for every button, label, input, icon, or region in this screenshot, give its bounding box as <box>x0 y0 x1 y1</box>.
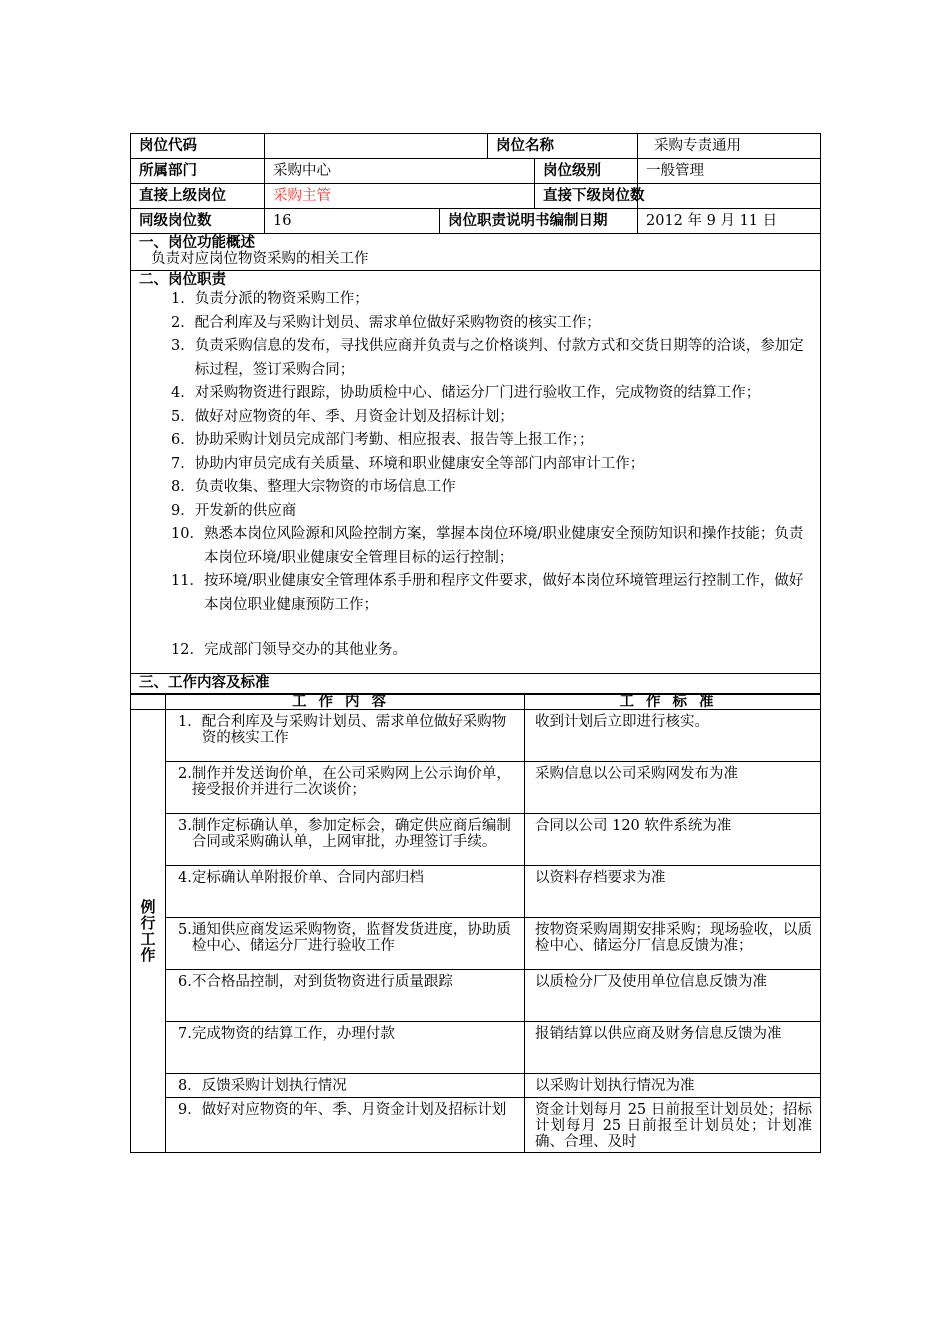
work-item-text: 不合格品控制，对到货物资进行质量跟踪 <box>191 973 453 990</box>
direct-superior-label: 直接上级岗位 <box>131 184 265 209</box>
work-standard-cell: 合同以公司 120 软件系统为准 <box>525 813 821 865</box>
duty-number: 5． <box>171 408 195 425</box>
section-function-overview <box>131 234 821 271</box>
duty-text: 做好对应物资的年、季、月资金计划及招标计划； <box>194 408 514 425</box>
duty-text: 协助内审员完成有关质量、环境和职业健康安全等部门内部审计工作； <box>194 455 645 472</box>
duty-item <box>171 570 812 617</box>
duty-text: 对采购物资进行跟踪，协助质检中心、储运分厂门进行验收工作，完成物资的结算工作； <box>194 385 761 401</box>
duty-number: 12． <box>171 642 204 658</box>
work-content-cell <box>166 1021 525 1073</box>
compile-date-value: 2012 年 9 月 11 日 <box>638 209 821 234</box>
work-standard-cell: 以资料存档要求为准 <box>525 865 821 917</box>
section-1-title: 一、岗位功能概述 <box>139 235 255 251</box>
duty-text: 配合利库及与采购计划员、需求单位做好采购物资的核实工作； <box>194 314 601 331</box>
post-level-label: 岗位级别 <box>535 159 638 184</box>
section-3-title: 三、工作内容及标准 <box>131 673 821 693</box>
work-standard-cell: 按物资采购周期安排采购；现场验收，以质检中心、储运分厂信息反馈为准； <box>525 917 821 969</box>
work-standard-cell: 以采购计划执行情况为准 <box>525 1073 821 1097</box>
work-content-cell <box>166 1097 525 1152</box>
duty-number: 4． <box>171 385 195 401</box>
routine-work-text: 例行工作 <box>140 897 156 964</box>
duty-text: 负责收集、整理大宗物资的市场信息工作 <box>194 479 456 495</box>
duty-text: 开发新的供应商 <box>194 502 297 519</box>
work-content-cell <box>166 709 525 761</box>
duty-item <box>171 288 812 312</box>
work-content-table <box>130 694 821 1153</box>
duty-item <box>171 312 812 336</box>
duty-item <box>171 382 812 406</box>
work-content-cell <box>166 761 525 813</box>
post-level-value: 一般管理 <box>638 159 821 184</box>
duty-item <box>171 500 812 524</box>
work-item-number: 3. <box>178 817 192 834</box>
peer-posts-value: 16 <box>265 209 440 234</box>
duty-text: 熟悉本岗位风险源和风险控制方案，掌握本岗位环境/职业健康安全预防知识和操作技能；负责本岗位环境/职业健康安全管理目标的运行控制； <box>203 526 804 566</box>
header-blank-cell <box>131 694 166 709</box>
work-item-text: 通知供应商发运采购物资，监督发货进度，协助质检中心、储运分厂进行验收工作 <box>191 921 511 954</box>
peer-posts-label: 同级岗位数 <box>131 209 265 234</box>
work-standard-cell: 报销结算以供应商及财务信息反馈为准 <box>525 1021 821 1073</box>
work-standard-cell: 采购信息以公司采购网发布为准 <box>525 761 821 813</box>
work-row <box>131 1097 821 1152</box>
work-content-cell <box>166 865 525 917</box>
work-standard-cell: 以质检分厂及使用单位信息反馈为准 <box>525 969 821 1021</box>
duty-item <box>171 406 812 430</box>
compile-date-label: 岗位职责说明书编制日期 <box>440 209 638 234</box>
work-content-header: 工作内容 <box>166 694 525 709</box>
work-item-number: 2. <box>178 765 192 782</box>
post-code-label: 岗位代码 <box>131 134 265 159</box>
work-item-number: 8． <box>178 1077 202 1094</box>
duty-number: 7． <box>171 455 195 472</box>
work-row <box>131 917 821 969</box>
work-item-number: 4. <box>178 869 192 886</box>
duty-item <box>171 639 812 663</box>
work-standard-cell: 收到计划后立即进行核实。 <box>525 709 821 761</box>
duty-number: 6． <box>171 432 195 448</box>
duty-number: 1． <box>171 291 195 307</box>
post-name-label: 岗位名称 <box>488 134 638 159</box>
work-content-cell <box>166 969 525 1021</box>
direct-superior-value: 采购主管 <box>265 184 535 209</box>
duty-item <box>171 335 812 382</box>
work-standard-cell: 资金计划每月 25 日前报至计划员处；招标计划每月 25 日前报至计划员处；计划准确、合理、及时 <box>525 1097 821 1152</box>
work-item-text: 制作定标确认单，参加定标会，确定供应商后编制合同或采购确认单，上网审批，办理签订手续。 <box>191 817 511 850</box>
work-content-cell <box>166 1073 525 1097</box>
work-item-number: 7. <box>178 1025 192 1042</box>
work-item-text: 定标确认单附报价单、合同内部归档 <box>191 869 424 886</box>
work-item-text: 做好对应物资的年、季、月资金计划及招标计划 <box>201 1101 507 1118</box>
post-code-value <box>265 134 488 159</box>
work-row <box>131 709 821 761</box>
work-row <box>131 761 821 813</box>
duty-text: 负责采购信息的发布，寻找供应商并负责与之价格谈判、付款方式和交货日期等的洽谈，参加定标过程，签订采购合同； <box>194 338 804 378</box>
job-info-table <box>130 133 821 694</box>
duty-item <box>171 429 812 453</box>
work-item-number: 1． <box>178 713 202 730</box>
work-item-text: 完成物资的结算工作，办理付款 <box>191 1025 395 1042</box>
duty-number: 3． <box>171 338 195 354</box>
work-item-number: 9． <box>178 1101 202 1118</box>
work-item-text: 制作并发送询价单，在公司采购网上公示询价单，接受报价并进行二次谈价； <box>191 765 511 798</box>
work-item-text: 配合利库及与采购计划员、需求单位做好采购物资的核实工作 <box>201 713 507 746</box>
duty-list <box>131 288 812 663</box>
duty-number: 10． <box>171 526 204 542</box>
section-responsibilities <box>131 271 821 674</box>
duty-item <box>171 453 812 477</box>
department-value: 采购中心 <box>265 159 535 184</box>
work-content-cell <box>166 813 525 865</box>
section-1-text: 负责对应岗位物资采购的相关工作 <box>151 251 369 267</box>
duty-text: 负责分派的物资采购工作； <box>194 291 369 307</box>
work-item-number: 6. <box>178 973 192 990</box>
duty-text: 按环境/职业健康安全管理体系手册和程序文件要求，做好本岗位环境管理运行控制工作，做好本岗位职业健康预防工作； <box>203 573 804 613</box>
duty-spacer <box>131 617 812 639</box>
direct-subordinate-label: 直接下级岗位数 <box>535 184 638 209</box>
duty-number: 11． <box>171 573 204 589</box>
direct-subordinate-value <box>638 184 821 209</box>
duty-number: 9． <box>171 502 195 519</box>
duty-number: 8． <box>171 479 195 495</box>
work-item-text: 反馈采购计划执行情况 <box>201 1077 347 1094</box>
section-2-title: 二、岗位职责 <box>139 272 226 288</box>
job-description-document <box>130 133 820 1153</box>
work-item-number: 5. <box>178 921 192 938</box>
work-standard-header: 工作标准 <box>525 694 821 709</box>
work-row <box>131 813 821 865</box>
department-label: 所属部门 <box>131 159 265 184</box>
work-row <box>131 969 821 1021</box>
work-row <box>131 1073 821 1097</box>
duty-item <box>171 476 812 500</box>
routine-work-label <box>131 709 166 1152</box>
work-row <box>131 865 821 917</box>
duty-text: 协助采购计划员完成部门考勤、相应报表、报告等上报工作；； <box>194 432 594 448</box>
post-name-value: 采购专责通用 <box>638 134 821 159</box>
work-content-cell <box>166 917 525 969</box>
duty-item <box>171 523 812 570</box>
work-row <box>131 1021 821 1073</box>
duty-number: 2． <box>171 314 195 331</box>
duty-text: 完成部门领导交办的其他业务。 <box>203 642 407 658</box>
